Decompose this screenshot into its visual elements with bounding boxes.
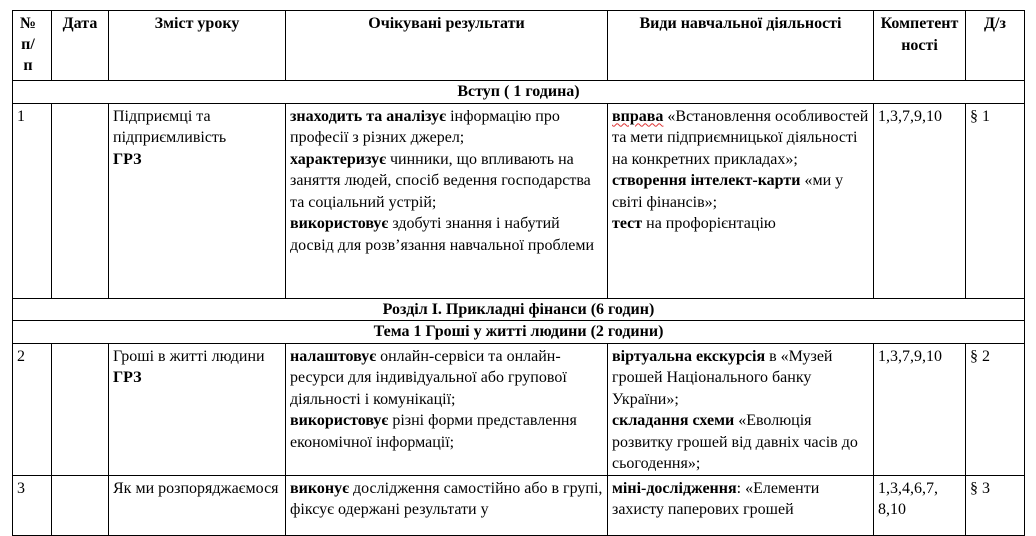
lesson-homework: § 1 <box>966 103 1025 298</box>
header-content: Зміст уроку <box>109 11 286 81</box>
lesson-homework: § 3 <box>966 475 1025 535</box>
table-header-row <box>13 11 1025 81</box>
section-row-part1 <box>13 298 1025 321</box>
section-row-intro <box>13 81 1025 104</box>
header-date: Дата <box>52 11 109 81</box>
lesson-content: Гроші в житті людини ГРЗ <box>109 343 286 475</box>
lesson-results: налаштовує онлайн-сервіси та онлайн-ресурси для індивідуальної або групової діяльності і комунікації; використовує різні форми представлення економічної інформації; <box>286 343 608 475</box>
section-title: Розділ І. Прикладні фінанси (6 годин) <box>13 298 1025 321</box>
lesson-results: виконує дослідження самостійно або в групі, фіксує одержані результати у <box>286 475 608 535</box>
header-results: Очікувані результати <box>286 11 608 81</box>
lesson-competences: 1,3,7,9,10 <box>874 103 966 298</box>
lesson-activities: міні-дослідження: «Елементи захисту паперових грошей <box>608 475 874 535</box>
table-row <box>13 343 1025 475</box>
lesson-activities: вправа «Встановлення особливостей та мети підприємницької діяльності на конкретних прикладах»; створення інтелект-карти «ми у світі фінансів»; тест на профорієнтацію <box>608 103 874 298</box>
table-row <box>13 103 1025 298</box>
lesson-content: Підприємці та підприємливість ГРЗ <box>109 103 286 298</box>
header-num: № п/п <box>13 11 52 81</box>
lesson-activities: віртуальна екскурсія в «Музей грошей Національного банку України»; складання схеми «Еволюція розвитку грошей від давніх часів до сьогодення»; <box>608 343 874 475</box>
section-title: Вступ ( 1 година) <box>13 81 1025 104</box>
lesson-date <box>52 343 109 475</box>
header-activities: Види навчальної діяльності <box>608 11 874 81</box>
lesson-num: 3 <box>13 475 52 535</box>
section-title: Тема 1 Гроші у житті людини (2 години) <box>13 321 1025 344</box>
lesson-content: Як ми розпоряджаємося <box>109 475 286 535</box>
lesson-date <box>52 475 109 535</box>
table-row <box>13 475 1025 535</box>
lesson-homework: § 2 <box>966 343 1025 475</box>
lesson-competences: 1,3,7,9,10 <box>874 343 966 475</box>
lesson-results: знаходить та аналізує інформацію про професії з різних джерел; характеризує чинники, що впливають на заняття людей, спосіб ведення господарства та соціальний устрій; використовує здобуті знання і набутий досвід для розв’язання навчальної проблеми <box>286 103 608 298</box>
header-competences: Компетентності <box>874 11 966 81</box>
header-homework: Д/з <box>966 11 1025 81</box>
lesson-num: 1 <box>13 103 52 298</box>
section-row-topic1 <box>13 321 1025 344</box>
lesson-plan-table <box>12 10 1025 536</box>
lesson-num: 2 <box>13 343 52 475</box>
lesson-date <box>52 103 109 298</box>
lesson-competences: 1,3,4,6,7, 8,10 <box>874 475 966 535</box>
